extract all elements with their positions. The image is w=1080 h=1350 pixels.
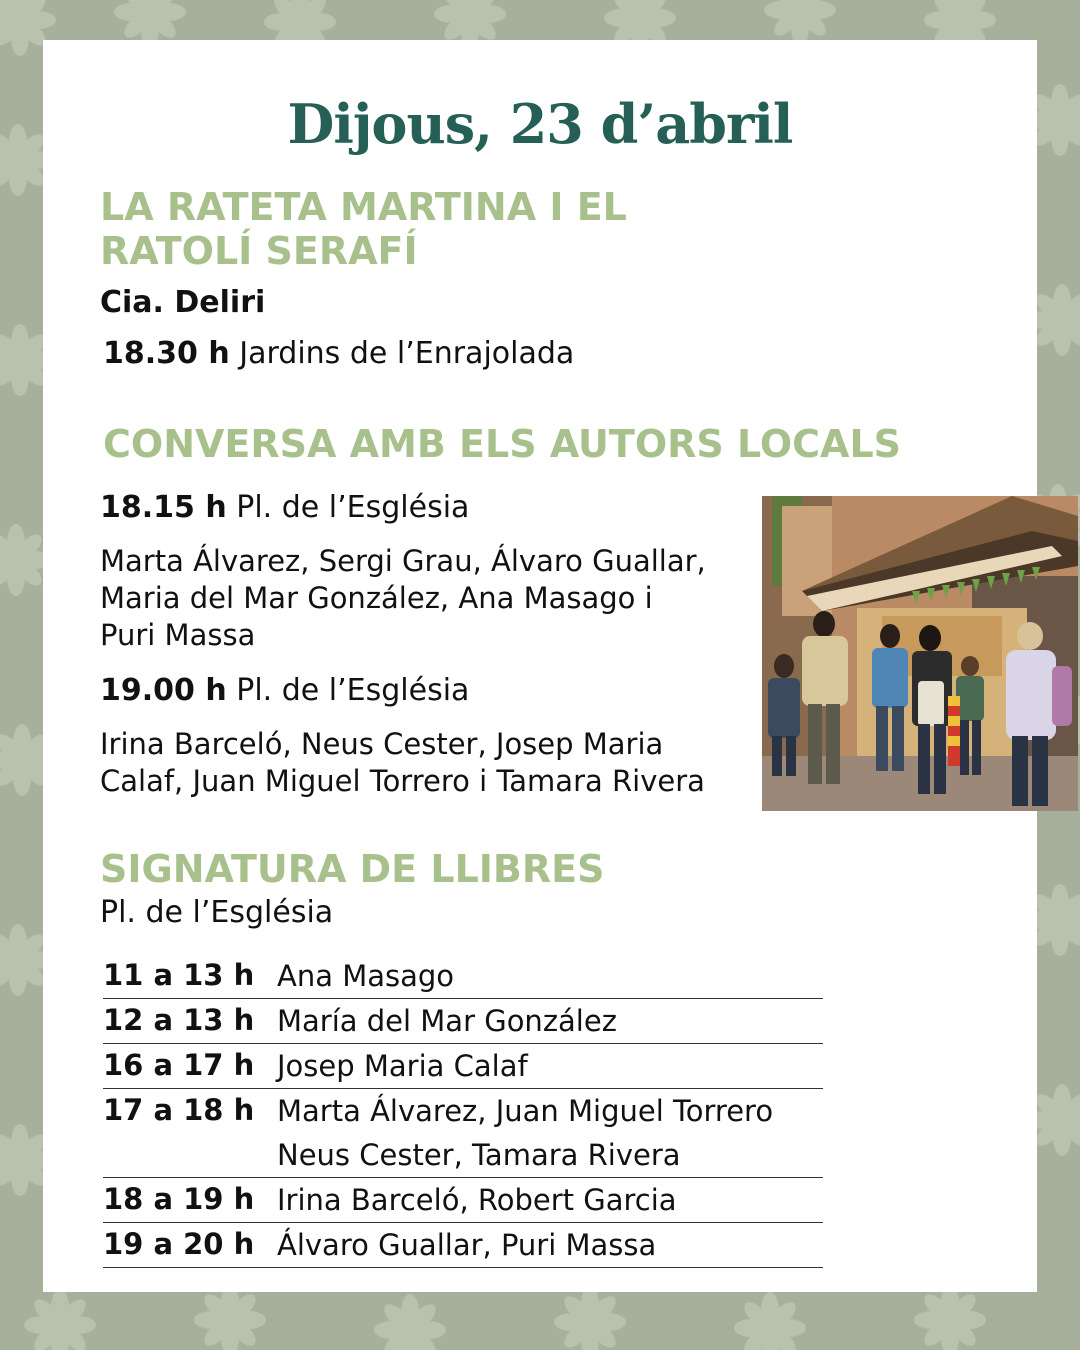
table-row xyxy=(103,1223,823,1268)
table-row xyxy=(103,1044,823,1089)
session-time-place xyxy=(100,490,469,525)
page-title: Dijous, 23 d’abril xyxy=(287,92,793,156)
event-time-place xyxy=(103,336,574,371)
row-time: 12 a 13 h xyxy=(103,1003,255,1037)
session-place: Pl. de l’Església xyxy=(236,490,470,525)
schedule-card xyxy=(43,40,1037,1292)
author-line: Josep Maria Calaf xyxy=(277,1049,528,1083)
author-line: Álvaro Guallar, Puri Massa xyxy=(277,1228,657,1262)
row-authors xyxy=(277,999,617,1043)
section-title-line: RATOLÍ SERAFÍ xyxy=(100,229,418,273)
authors-line: Calaf, Juan Miguel Torrero i Tamara Rivera xyxy=(100,764,705,798)
row-time: 11 a 13 h xyxy=(103,958,255,992)
row-time: 16 a 17 h xyxy=(103,1048,255,1082)
section-title-rateta xyxy=(100,185,627,273)
session-time-place xyxy=(100,673,469,708)
authors-line: Irina Barceló, Neus Cester, Josep Maria xyxy=(100,727,664,761)
table-row xyxy=(103,999,823,1044)
company-name: Cia. Deliri xyxy=(100,285,266,320)
row-authors xyxy=(277,1178,677,1222)
table-row xyxy=(103,1178,823,1223)
event-place: Jardins de l’Enrajolada xyxy=(239,336,575,371)
row-time: 17 a 18 h xyxy=(103,1093,255,1127)
signing-schedule-table xyxy=(103,954,823,1268)
session-time: 18.15 h xyxy=(100,490,227,525)
book-stall-photo xyxy=(762,496,1078,811)
row-authors xyxy=(277,1089,773,1177)
authors-line: Puri Massa xyxy=(100,618,256,652)
author-line: Neus Cester, Tamara Rivera xyxy=(277,1138,681,1172)
session-authors xyxy=(100,726,750,800)
author-line: Ana Masago xyxy=(277,959,455,993)
row-authors xyxy=(277,1044,528,1088)
section-title-conversa: CONVERSA AMB ELS AUTORS LOCALS xyxy=(103,422,902,466)
table-row xyxy=(103,954,823,999)
section-title-signatura: SIGNATURA DE LLIBRES xyxy=(100,847,605,891)
authors-line: Marta Álvarez, Sergi Grau, Álvaro Guallar, xyxy=(100,544,706,578)
signatura-place: Pl. de l’Església xyxy=(100,895,334,930)
session-place: Pl. de l’Església xyxy=(236,673,470,708)
row-time: 18 a 19 h xyxy=(103,1182,255,1216)
session-authors xyxy=(100,543,750,654)
row-time: 19 a 20 h xyxy=(103,1227,255,1261)
table-row xyxy=(103,1089,823,1178)
row-authors xyxy=(277,954,454,998)
authors-line: Maria del Mar González, Ana Masago i xyxy=(100,581,653,615)
session-time: 19.00 h xyxy=(100,673,227,708)
event-time: 18.30 h xyxy=(103,336,230,371)
author-line: Marta Álvarez, Juan Miguel Torrero xyxy=(277,1094,774,1128)
author-line: María del Mar González xyxy=(277,1004,617,1038)
row-authors xyxy=(277,1223,656,1267)
section-title-line: LA RATETA MARTINA I EL xyxy=(100,185,627,229)
author-line: Irina Barceló, Robert Garcia xyxy=(277,1183,677,1217)
